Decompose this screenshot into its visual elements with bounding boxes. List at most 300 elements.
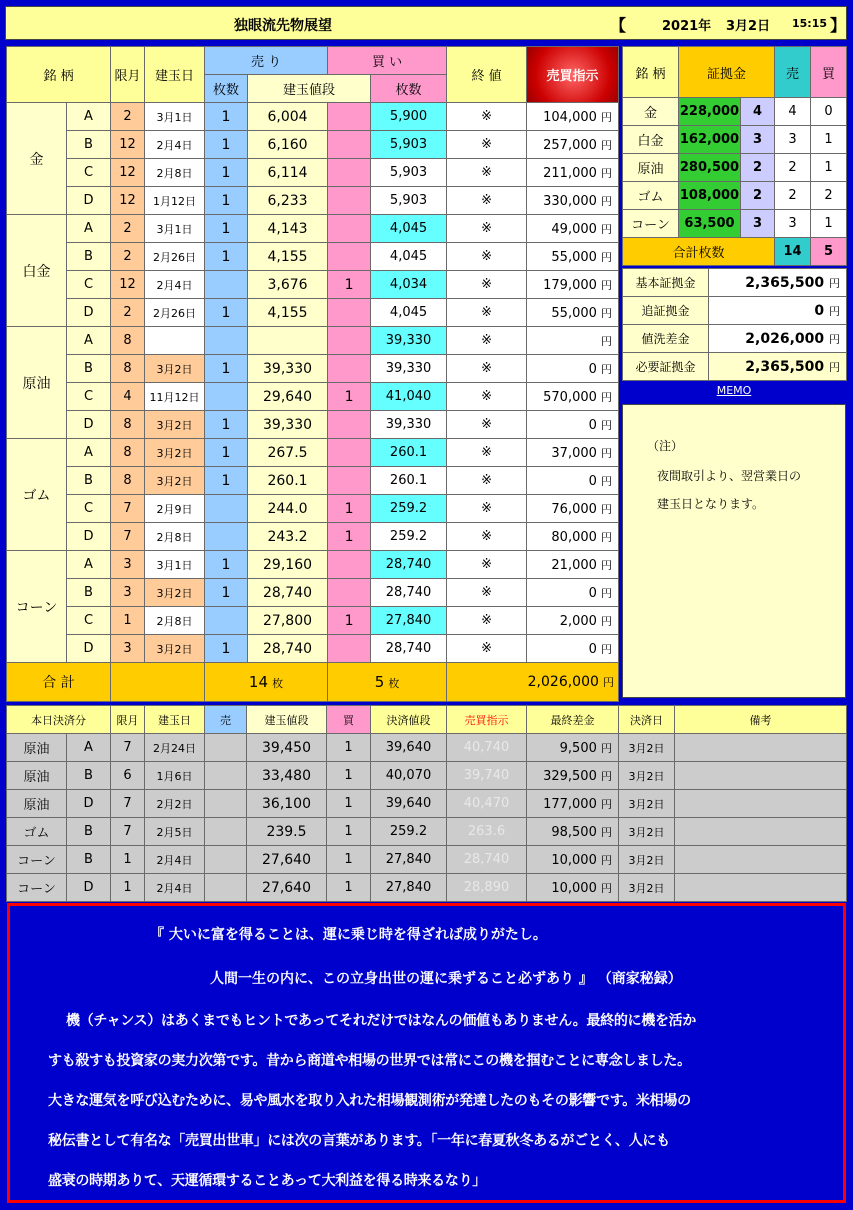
settle-code: A [67, 734, 111, 762]
settle-name: 原油 [7, 762, 67, 790]
open-price: 3,676 [248, 271, 328, 299]
yen-unit: 円 [601, 446, 613, 460]
settle-open-price: 33,480 [247, 762, 327, 790]
table-row [7, 818, 847, 846]
table-row [7, 790, 847, 818]
quote-line4: すも殺すも投資家の実力次第です。昔から商道や相場の世界では常にこの機を掴むことに専念しました。 [48, 1053, 691, 1069]
margin-header-uri: 売 [775, 47, 811, 98]
header-maisu-sell: 枚数 [205, 75, 248, 103]
settle-name: コーン [7, 846, 67, 874]
margin-sell: 3 [775, 210, 811, 238]
buy-sell-instruction: ※ [447, 439, 527, 467]
settle-final-diff-value: 177,000 [543, 796, 597, 812]
mark-to-market-value: 257,000 [543, 137, 597, 153]
group-name: ゴム [7, 439, 67, 551]
settle-month: 1 [111, 874, 145, 902]
sell-count [205, 383, 248, 411]
quote-line1: 『 大いに富を得ることは、運に乗じ時を得ざれば成りがたし。 [150, 927, 547, 943]
mark-to-market-value: 0 [588, 585, 597, 601]
settle-note [675, 874, 847, 902]
sell-count [205, 271, 248, 299]
yen-unit: 円 [601, 474, 613, 488]
buy-sell-instruction: ※ [447, 187, 527, 215]
open-date: 3月2日 [145, 439, 205, 467]
contract-month: 2 [111, 299, 145, 327]
buy-count [328, 467, 371, 495]
table-row [7, 355, 619, 383]
sell-count: 1 [205, 467, 248, 495]
mark-to-market-value: 76,000 [551, 501, 597, 517]
open-date: 3月2日 [145, 635, 205, 663]
yen-unit: 円 [829, 360, 840, 374]
table-row [7, 215, 619, 243]
table-row [7, 131, 619, 159]
yen-unit: 円 [601, 306, 613, 320]
table-row [7, 523, 619, 551]
buy-count [328, 215, 371, 243]
settle-header-c10: 備考 [675, 706, 847, 734]
settle-date: 3月2日 [619, 874, 675, 902]
mark-to-market-value: 21,000 [551, 557, 597, 573]
settle-note [675, 846, 847, 874]
buy-sell-instruction: ※ [447, 383, 527, 411]
margin-count: 4 [741, 98, 775, 126]
contract-month: 2 [111, 103, 145, 131]
open-date: 2月8日 [145, 159, 205, 187]
total-sell-unit: 枚 [272, 677, 284, 690]
memo-line1: （注） [647, 439, 684, 453]
buy-count [328, 579, 371, 607]
mark-to-market [527, 607, 619, 635]
header-uri: 売 り [205, 47, 328, 75]
open-price: 6,114 [248, 159, 328, 187]
margin-row [623, 126, 847, 154]
summary-amount: 2,026,000 [745, 330, 825, 347]
open-date: 2月4日 [145, 131, 205, 159]
margin-name: 金 [623, 98, 679, 126]
mark-to-market-value: 179,000 [543, 277, 597, 293]
close-price: 4,034 [371, 271, 447, 299]
date-bracket-open: 【 [610, 16, 627, 35]
settle-final-diff [527, 874, 619, 902]
summary-value [709, 269, 847, 297]
settle-note [675, 790, 847, 818]
total-sell-count: 14 [248, 673, 268, 691]
contract-month: 1 [111, 607, 145, 635]
open-date: 3月2日 [145, 355, 205, 383]
yen-unit: 円 [601, 362, 613, 376]
sell-count [205, 495, 248, 523]
title-bar [5, 6, 847, 40]
margin-buy: 0 [811, 98, 847, 126]
yen-unit: 円 [601, 881, 612, 895]
sell-count: 1 [205, 159, 248, 187]
mark-to-market [527, 299, 619, 327]
yen-unit: 円 [601, 334, 613, 348]
margin-summary-table [622, 268, 847, 381]
settle-header-c4: 建玉値段 [247, 706, 327, 734]
header-owarine: 終 値 [447, 47, 527, 103]
summary-row [623, 325, 847, 353]
total-buy-count: 5 [374, 673, 385, 691]
close-price: 39,330 [371, 355, 447, 383]
mark-to-market [527, 215, 619, 243]
settle-open-price: 39,450 [247, 734, 327, 762]
settle-name: 原油 [7, 790, 67, 818]
contract-code: A [67, 439, 111, 467]
mark-to-market [527, 551, 619, 579]
margin-table [622, 46, 847, 266]
yen-unit: 円 [601, 797, 612, 811]
summary-amount: 2,365,500 [745, 274, 825, 291]
mark-to-market [527, 355, 619, 383]
contract-month: 12 [111, 159, 145, 187]
settle-open-date: 2月4日 [145, 874, 205, 902]
total-label: 合 計 [7, 663, 111, 702]
yen-unit: 円 [601, 558, 613, 572]
yen-unit: 円 [601, 138, 613, 152]
buy-sell-instruction: ※ [447, 467, 527, 495]
yen-unit: 円 [601, 418, 613, 432]
summary-label: 値洗差金 [623, 325, 709, 353]
margin-header-kai: 買 [811, 47, 847, 98]
open-date: 2月26日 [145, 299, 205, 327]
settle-instruction: 263.6 [447, 818, 527, 846]
mark-to-market-value: 570,000 [543, 389, 597, 405]
margin-buy: 1 [811, 126, 847, 154]
mark-to-market [527, 327, 619, 355]
open-price: 4,155 [248, 299, 328, 327]
settle-price: 39,640 [371, 734, 447, 762]
contract-code: D [67, 635, 111, 663]
sell-count: 1 [205, 131, 248, 159]
settle-month: 6 [111, 762, 145, 790]
open-date: 2月26日 [145, 243, 205, 271]
settle-open-date: 1月6日 [145, 762, 205, 790]
open-date: 11月12日 [145, 383, 205, 411]
buy-count [328, 327, 371, 355]
memo-box [622, 404, 846, 698]
settle-sell [205, 790, 247, 818]
buy-sell-instruction: ※ [447, 495, 527, 523]
settle-header-c3: 売 [205, 706, 247, 734]
mark-to-market [527, 635, 619, 663]
close-price: 260.1 [371, 467, 447, 495]
page-title: 独眼流先物展望 [234, 18, 332, 34]
mark-to-market [527, 467, 619, 495]
sell-count: 1 [205, 579, 248, 607]
mark-to-market-value: 49,000 [551, 221, 597, 237]
sell-count: 1 [205, 103, 248, 131]
mark-to-market [527, 579, 619, 607]
settle-final-diff-value: 98,500 [551, 824, 597, 840]
contract-code: D [67, 299, 111, 327]
margin-sell: 4 [775, 98, 811, 126]
yen-unit: 円 [601, 502, 613, 516]
mark-to-market [527, 103, 619, 131]
buy-sell-instruction: ※ [447, 243, 527, 271]
settle-price: 27,840 [371, 874, 447, 902]
quote-line6: 秘伝書として有名な「売買出世車」には次の言葉があります。「一年に春夏秋冬あるがごとく、人にも [48, 1133, 670, 1149]
margin-amount: 228,000 [679, 98, 741, 126]
quote-line3: 機（チャンス）はあくまでもヒントであってそれだけではなんの価値もありません。最終的に機を活か [66, 1013, 697, 1029]
group-name: 金 [7, 103, 67, 215]
margin-sell: 3 [775, 126, 811, 154]
open-date: 3月2日 [145, 579, 205, 607]
table-row [7, 734, 847, 762]
settle-header-c7: 売買指示 [447, 706, 527, 734]
buy-count [328, 243, 371, 271]
contract-code: A [67, 103, 111, 131]
buy-sell-instruction: ※ [447, 131, 527, 159]
settle-open-date: 2月24日 [145, 734, 205, 762]
settle-note [675, 734, 847, 762]
settle-price: 27,840 [371, 846, 447, 874]
open-date: 3月2日 [145, 411, 205, 439]
settle-header-c1: 限月 [111, 706, 145, 734]
buy-count [328, 131, 371, 159]
yen-unit: 円 [601, 741, 612, 755]
buy-sell-instruction: ※ [447, 299, 527, 327]
close-price: 28,740 [371, 635, 447, 663]
settle-buy: 1 [327, 734, 371, 762]
table-row [7, 874, 847, 902]
buy-sell-instruction: ※ [447, 579, 527, 607]
buy-sell-instruction: ※ [447, 327, 527, 355]
buy-sell-instruction: ※ [447, 271, 527, 299]
mark-to-market [527, 411, 619, 439]
settle-open-date: 2月5日 [145, 818, 205, 846]
settlement-table [6, 705, 847, 902]
margin-row [623, 210, 847, 238]
open-date: 3月1日 [145, 103, 205, 131]
contract-code: A [67, 215, 111, 243]
settle-code: D [67, 874, 111, 902]
settle-code: B [67, 818, 111, 846]
settle-final-diff-value: 9,500 [559, 740, 597, 756]
settle-instruction: 28,740 [447, 846, 527, 874]
settle-month: 7 [111, 790, 145, 818]
yen-unit: 円 [601, 278, 613, 292]
margin-header-shokokin: 証拠金 [679, 47, 775, 98]
settle-date: 3月2日 [619, 818, 675, 846]
margin-row [623, 154, 847, 182]
buy-count [328, 159, 371, 187]
open-price: 29,160 [248, 551, 328, 579]
open-price: 267.5 [248, 439, 328, 467]
open-date: 3月1日 [145, 215, 205, 243]
settle-sell [205, 846, 247, 874]
open-price [248, 327, 328, 355]
settle-buy: 1 [327, 874, 371, 902]
settle-buy: 1 [327, 790, 371, 818]
settle-final-diff [527, 846, 619, 874]
contract-month: 3 [111, 551, 145, 579]
table-row [7, 103, 619, 131]
mark-to-market [527, 159, 619, 187]
buy-sell-instruction: ※ [447, 551, 527, 579]
margin-amount: 108,000 [679, 182, 741, 210]
settle-date: 3月2日 [619, 734, 675, 762]
margin-count: 2 [741, 182, 775, 210]
settle-month: 1 [111, 846, 145, 874]
contract-month: 2 [111, 215, 145, 243]
buy-count [328, 411, 371, 439]
table-row [7, 187, 619, 215]
summary-value [709, 353, 847, 381]
summary-value [709, 297, 847, 325]
close-price: 5,903 [371, 131, 447, 159]
close-price: 39,330 [371, 327, 447, 355]
mark-to-market-value: 55,000 [551, 249, 597, 265]
contract-code: B [67, 355, 111, 383]
close-price: 259.2 [371, 523, 447, 551]
table-row [7, 607, 619, 635]
margin-count: 2 [741, 154, 775, 182]
memo-title[interactable]: MEMO [716, 384, 752, 397]
table-row [7, 159, 619, 187]
buy-sell-instruction: ※ [447, 635, 527, 663]
summary-label: 追証拠金 [623, 297, 709, 325]
settle-open-date: 2月4日 [145, 846, 205, 874]
total-sell [205, 663, 328, 702]
mark-to-market-value: 2,000 [559, 613, 597, 629]
contract-code: D [67, 523, 111, 551]
settle-date: 3月2日 [619, 790, 675, 818]
buy-count [328, 299, 371, 327]
mark-to-market-value: 0 [588, 641, 597, 657]
buy-sell-instruction: ※ [447, 607, 527, 635]
group-name: 原油 [7, 327, 67, 439]
settle-sell [205, 818, 247, 846]
buy-count [328, 103, 371, 131]
margin-count: 3 [741, 126, 775, 154]
yen-unit: 円 [601, 614, 613, 628]
settle-final-diff [527, 734, 619, 762]
contract-code: B [67, 579, 111, 607]
settle-open-price: 27,640 [247, 874, 327, 902]
buy-count: 1 [328, 495, 371, 523]
summary-value [709, 325, 847, 353]
yen-unit: 円 [601, 166, 613, 180]
header-maisu-buy: 枚数 [371, 75, 447, 103]
header-baibai-shiji: 売買指示 [527, 47, 619, 103]
mark-to-market-value: 80,000 [551, 529, 597, 545]
contract-code: C [67, 159, 111, 187]
memo-line2: 夜間取引より、翌営業日の [657, 469, 802, 483]
mark-to-market [527, 523, 619, 551]
close-price: 28,740 [371, 551, 447, 579]
settle-note [675, 762, 847, 790]
settle-final-diff-value: 10,000 [551, 852, 597, 868]
open-date: 2月8日 [145, 607, 205, 635]
margin-sell: 2 [775, 154, 811, 182]
mark-to-market [527, 383, 619, 411]
settle-instruction: 39,740 [447, 762, 527, 790]
buy-count: 1 [328, 383, 371, 411]
close-price: 260.1 [371, 439, 447, 467]
time-stamp: 15:15 [792, 17, 828, 30]
contract-month: 7 [111, 495, 145, 523]
positions-table [6, 46, 619, 702]
close-price: 4,045 [371, 215, 447, 243]
sell-count: 1 [205, 551, 248, 579]
settle-buy: 1 [327, 846, 371, 874]
sell-count [205, 523, 248, 551]
table-row [7, 383, 619, 411]
open-date: 2月4日 [145, 271, 205, 299]
close-price: 4,045 [371, 243, 447, 271]
margin-sell: 2 [775, 182, 811, 210]
open-price: 27,800 [248, 607, 328, 635]
summary-label: 必要証拠金 [623, 353, 709, 381]
mark-to-market-value: 330,000 [543, 193, 597, 209]
contract-code: C [67, 383, 111, 411]
buy-sell-instruction: ※ [447, 215, 527, 243]
contract-code: B [67, 243, 111, 271]
open-price: 4,143 [248, 215, 328, 243]
table-row [7, 327, 619, 355]
mark-to-market [527, 495, 619, 523]
margin-header-meigara: 銘 柄 [623, 47, 679, 98]
quote-box [7, 903, 846, 1203]
yen-unit: 円 [601, 110, 613, 124]
mark-to-market-value: 37,000 [551, 445, 597, 461]
buy-sell-instruction: ※ [447, 355, 527, 383]
table-row [7, 846, 847, 874]
contract-month: 8 [111, 411, 145, 439]
open-date: 3月1日 [145, 551, 205, 579]
sell-count: 1 [205, 439, 248, 467]
summary-amount: 2,365,500 [745, 358, 825, 375]
total-spacer [111, 663, 205, 702]
mark-to-market [527, 243, 619, 271]
sell-count: 1 [205, 215, 248, 243]
open-date: 2月8日 [145, 523, 205, 551]
quote-line7: 盛衰の時期ありて、天運循環することあって大利益を得る時来るなり」 [48, 1173, 486, 1189]
settle-final-diff-value: 10,000 [551, 880, 597, 896]
yen-unit: 円 [601, 530, 613, 544]
quote-line2: 人間一生の内に、この立身出世の運に乗ずること必ずあり 』 （商家秘録） [210, 971, 682, 987]
contract-code: A [67, 327, 111, 355]
settle-instruction: 40,470 [447, 790, 527, 818]
close-price: 5,903 [371, 187, 447, 215]
open-price: 28,740 [248, 579, 328, 607]
yen-unit: 円 [601, 390, 613, 404]
open-price: 6,004 [248, 103, 328, 131]
margin-buy: 2 [811, 182, 847, 210]
yen-unit: 円 [601, 769, 612, 783]
contract-code: A [67, 551, 111, 579]
table-row [7, 299, 619, 327]
settle-month: 7 [111, 734, 145, 762]
settle-instruction: 40,740 [447, 734, 527, 762]
settle-buy: 1 [327, 762, 371, 790]
open-price: 6,160 [248, 131, 328, 159]
contract-month: 2 [111, 243, 145, 271]
open-date: 1月12日 [145, 187, 205, 215]
settle-name: 原油 [7, 734, 67, 762]
buy-count [328, 439, 371, 467]
sell-count: 1 [205, 299, 248, 327]
settle-price: 259.2 [371, 818, 447, 846]
contract-code: C [67, 495, 111, 523]
total-diff-yen: 円 [603, 676, 615, 689]
yen-unit: 円 [601, 642, 613, 656]
total-diff-value: 2,026,000 [527, 674, 599, 690]
contract-month: 3 [111, 635, 145, 663]
contract-month: 8 [111, 439, 145, 467]
